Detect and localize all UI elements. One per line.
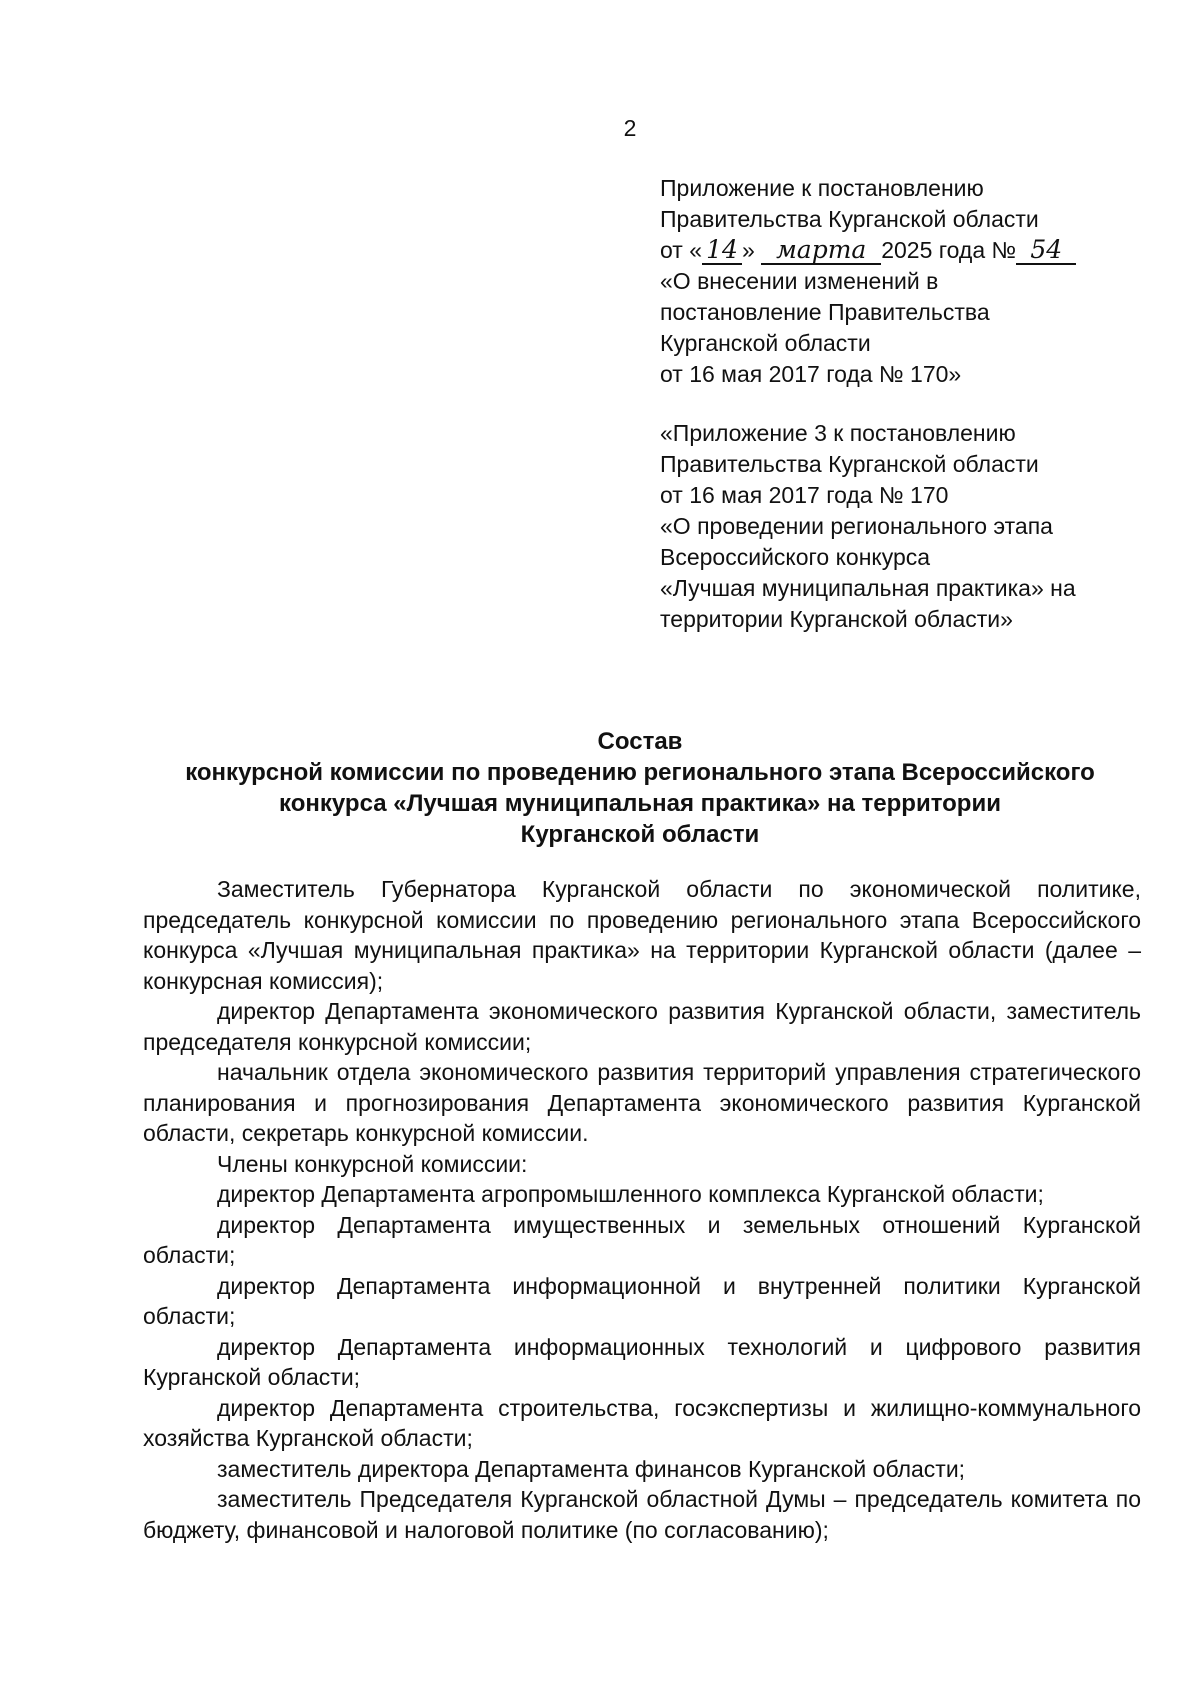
appendix3-line-5: Всероссийского конкурса	[660, 544, 931, 570]
paragraph-secretary: начальник отдела экономического развития территорий управления стратегического планирования и прогнозирования Департамента экономического развития Курганской области, секретарь конкурсной комиссии.	[143, 1059, 1141, 1146]
appendix-line-5: постановление Правительства	[660, 299, 990, 325]
handwritten-day: 14	[702, 237, 742, 265]
appendix-header	[660, 173, 1180, 390]
year-text: 2025 года №	[881, 237, 1017, 263]
appendix3-line-1: «Приложение 3 к постановлению	[660, 420, 1016, 446]
appendix3-line-7: территории Курганской области»	[660, 606, 1013, 632]
handwritten-month: марта	[761, 237, 881, 265]
title-line-3: конкурса «Лучшая муниципальная практика» на территории	[279, 790, 1001, 817]
paragraph-members-heading: Члены конкурсной комиссии:	[217, 1150, 528, 1177]
paragraph-member: заместитель директора Департамента финансов Курганской области;	[217, 1455, 966, 1482]
appendix-line-6: Курганской области	[660, 330, 871, 356]
date-prefix: от «	[660, 237, 703, 263]
appendix-line-2: Правительства Курганской области	[660, 206, 1039, 232]
appendix-line-7: от 16 мая 2017 года № 170»	[660, 361, 962, 387]
paragraph-chairman: Заместитель Губернатора Курганской области по экономической политике, председатель конкурсной комиссии по проведению регионального этапа Всероссийского конкурса «Лучшая муниципальная практика» на территории Курганской области (далее – конкурсная комиссия);	[143, 876, 1141, 994]
appendix-line-4: «О внесении изменений в	[660, 268, 939, 294]
commission-members-list	[143, 874, 1141, 1545]
paragraph-member: заместитель Председателя Курганской областной Думы – председатель комитета по бюджету, финансовой и налоговой политике (по согласованию);	[143, 1486, 1141, 1543]
appendix3-line-3: от 16 мая 2017 года № 170	[660, 482, 949, 508]
document-title	[140, 726, 1140, 850]
appendix3-line-2: Правительства Курганской области	[660, 451, 1039, 477]
appendix-line-1: Приложение к постановлению	[660, 175, 984, 201]
day-close: »	[742, 237, 755, 263]
appendix3-line-4: «О проведении регионального этапа	[660, 513, 1053, 539]
appendix3-header	[660, 418, 1180, 635]
paragraph-member: директор Департамента информационных технологий и цифрового развития Курганской области;	[143, 1333, 1141, 1390]
title-line-1: Состав	[597, 728, 683, 755]
paragraph-deputy-chairman: директор Департамента экономического развития Курганской области, заместитель председателя конкурсной комиссии;	[143, 998, 1141, 1055]
handwritten-number: 54	[1016, 237, 1076, 265]
appendix3-line-6: «Лучшая муниципальная практика» на	[660, 575, 1076, 601]
paragraph-member: директор Департамента информационной и внутренней политики Курганской области;	[143, 1272, 1141, 1329]
title-line-2: конкурсной комиссии по проведению регионального этапа Всероссийского	[185, 759, 1095, 786]
appendix-date-line	[660, 235, 1180, 266]
title-line-4: Курганской области	[520, 821, 760, 848]
paragraph-member: директор Департамента агропромышленного комплекса Курганской области;	[217, 1181, 1044, 1207]
paragraph-member: директор Департамента строительства, госэкспертизы и жилищно-коммунального хозяйства Курганской области;	[143, 1394, 1141, 1451]
paragraph-member: директор Департамента имущественных и земельных отношений Курганской области;	[143, 1211, 1141, 1268]
page-number: 2	[623, 115, 637, 141]
